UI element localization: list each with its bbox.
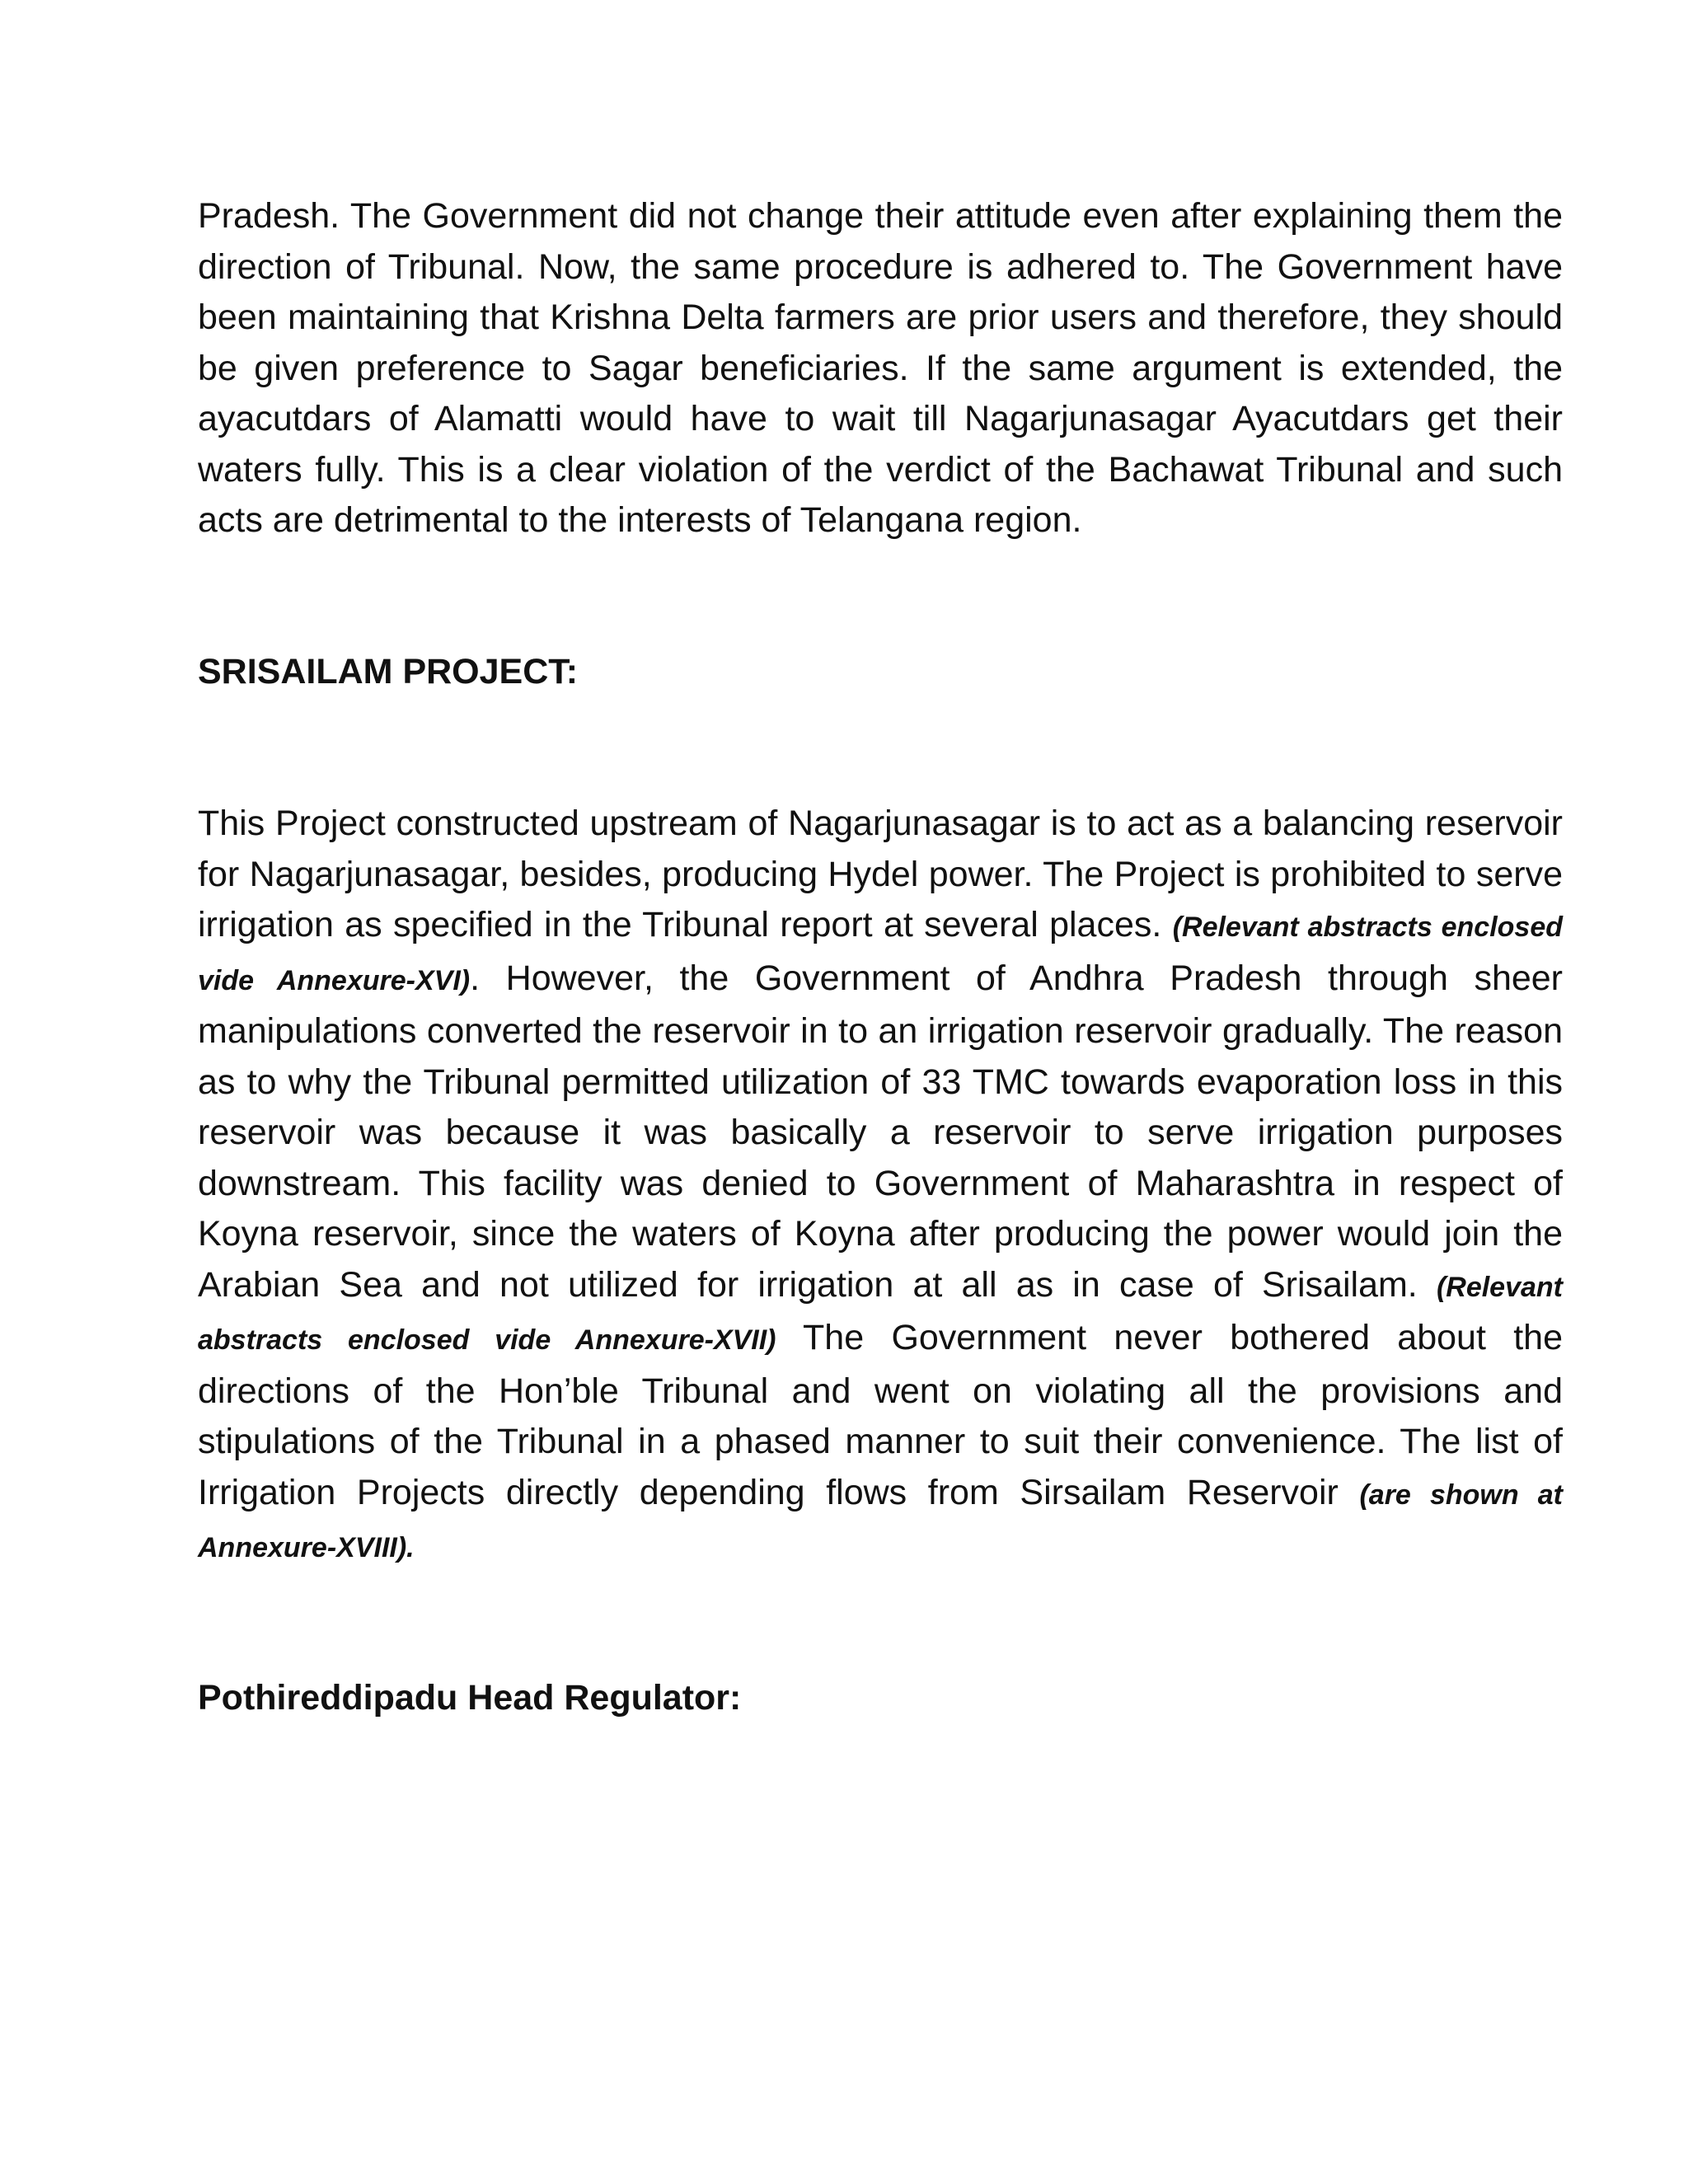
document-page bbox=[198, 191, 1563, 1723]
paragraph-srisailam-text-1: This Project constructed upstream of Nagarjunasagar is to act as a balancing reservoir for Nagarjunasagar, besides, producing Hydel power. The Project is prohibited to serve irrigation as specified in the Tribunal report at several places. bbox=[198, 804, 1563, 944]
paragraph-srisailam bbox=[198, 799, 1563, 1574]
heading-srisailam-project: SRISAILAM PROJECT: bbox=[198, 651, 579, 691]
paragraph-srisailam-text-2: . However, the Government of Andhra Pradesh through sheer manipulations converted the reservoir in to an irrigation reservoir gradually. The reason as to why the Tribunal permitted utilization of 33 TMC towards evaporation loss in this reservoir was because it was basically a reservoir to serve irrigation purposes downstream. This facility was denied to Government of Maharashtra in respect of Koyna reservoir, since the waters of Koyna after producing the power would join the Arabian Sea and not utilized for irrigation at all as in case of Srisailam. bbox=[198, 958, 1564, 1305]
annexure-xvi-reference: (Relevant abstracts enclosed vide Annexure-XVI) bbox=[198, 912, 1563, 996]
heading-pothireddipadu-head-regulator: Pothireddipadu Head Regulator: bbox=[198, 1677, 742, 1718]
paragraph-srisailam-text-3: The Government never bothered about the directions of the Hon’ble Tribunal and went on violating all the provisions and stipulations of the Tribunal in a phased manner to suit their convenience. The list of Irrigation Projects directly depending flows from Sirsailam Reservoir bbox=[198, 1318, 1563, 1512]
annexure-xviii-reference: (are shown at Annexure-XVIII). bbox=[198, 1479, 1563, 1563]
paragraph-tribunal-verdict: Pradesh. The Government did not change their attitude even after explaining them the direction of Tribunal. Now, the same procedure is adhered to. The Government have been maintaining that Krishna Delta farmers are prior users and therefore, they should be given preference to Sagar beneficiaries. If the same argument is extended, the ayacutdars of Alamatti would have to wait till Nagarjunasagar Ayacutdars get their waters fully. This is a clear violation of the verdict of the Bachawat Tribunal and such acts are detrimental to the interests of Telangana region. bbox=[198, 196, 1563, 540]
annexure-xvii-reference: (Relevant abstracts enclosed vide Annexure-XVII) bbox=[198, 1271, 1563, 1356]
